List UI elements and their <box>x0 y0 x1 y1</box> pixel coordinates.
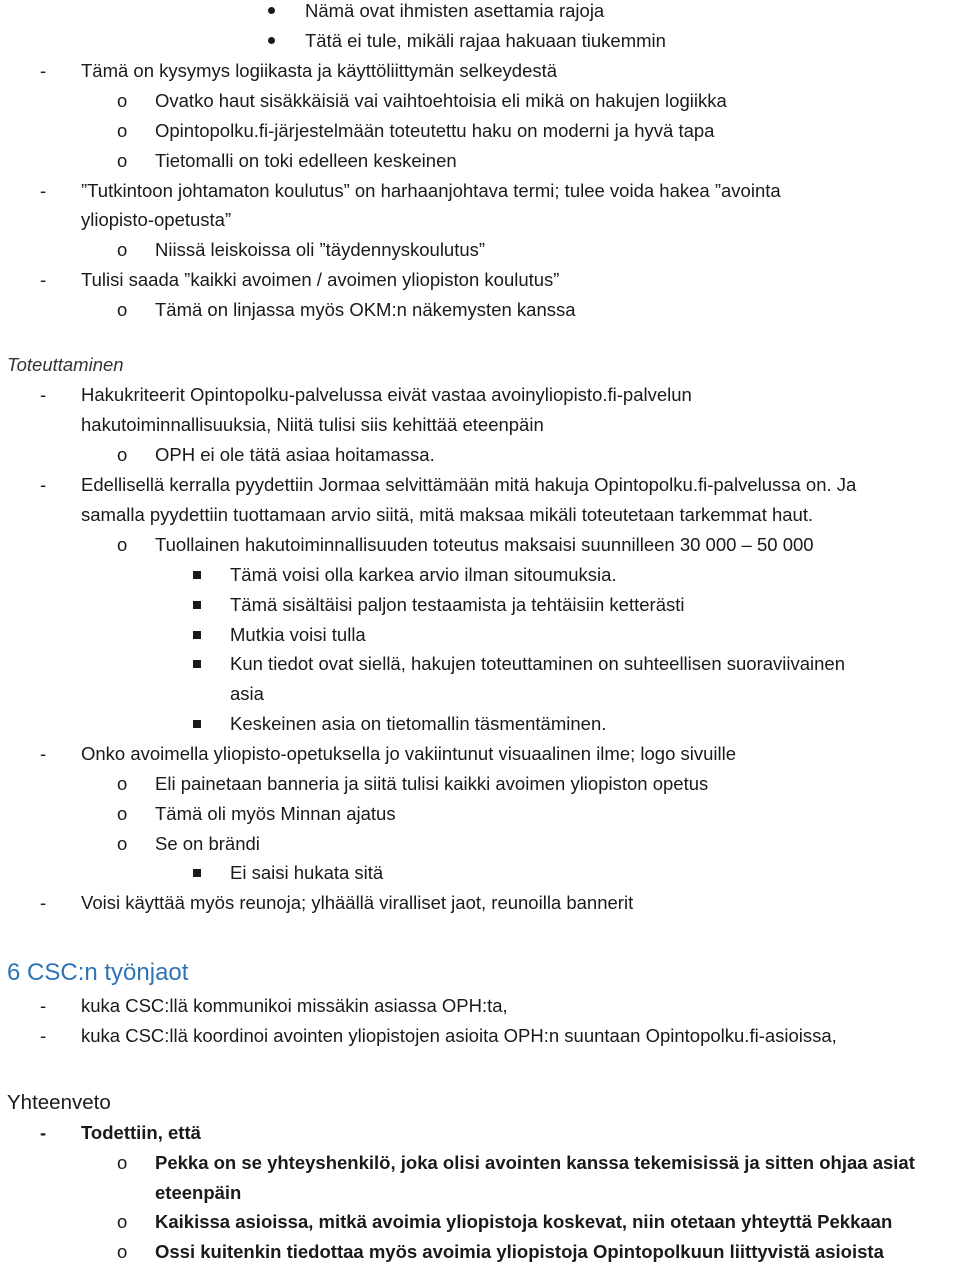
square-bullet-icon <box>193 631 201 639</box>
sub-text: Ossi kuitenkin tiedottaa myös avoimia yliopistoja Opintopolkuun liittyvistä asioista <box>155 1241 884 1262</box>
sub-text: Eli painetaan banneria ja siitä tulisi kaikki avoimen yliopiston opetus <box>155 773 709 794</box>
list-item <box>0 86 960 116</box>
o-marker: o <box>117 803 128 824</box>
sub-text: OPH ei ole tätä asiaa hoitamassa. <box>155 444 435 465</box>
o-marker: o <box>117 1241 128 1262</box>
dash-text: Todettiin, että <box>81 1122 201 1143</box>
sub-text: Kaikissa asioissa, mitkä avoimia yliopistoja koskevat, niin otetaan yhteyttä Pekkaan <box>155 1211 893 1232</box>
list-item <box>0 829 960 859</box>
list-item <box>0 295 960 325</box>
o-marker: o <box>117 534 128 555</box>
subsub-text: Tämä sisältäisi paljon testaamista ja tehtäisiin ketterästi <box>230 594 685 615</box>
dash-marker: - <box>40 1122 47 1143</box>
dash-marker: - <box>40 474 47 495</box>
o-marker: o <box>117 833 128 854</box>
dash-text: kuka CSC:llä kommunikoi missäkin asiassa OPH:ta, <box>81 995 508 1016</box>
list-item-continuation <box>0 679 960 709</box>
subsub-text: Mutkia voisi tulla <box>230 624 366 645</box>
sub-text: Tämä oli myös Minnan ajatus <box>155 803 396 824</box>
dash-marker: - <box>40 1025 47 1046</box>
list-item <box>0 440 960 470</box>
list-item <box>0 265 960 295</box>
list-item <box>0 888 960 918</box>
o-marker: o <box>117 239 128 260</box>
list-item <box>0 470 960 500</box>
dash-text: ”Tutkintoon johtamaton koulutus” on harhaanjohtava termi; tulee voida hakea ”avointa <box>81 180 781 201</box>
dash-marker: - <box>40 180 47 201</box>
dash-text: Hakukriteerit Opintopolku-palvelussa eivät vastaa avoinyliopisto.fi-palvelun <box>81 384 692 405</box>
list-item <box>0 1148 960 1178</box>
list-item <box>0 1237 960 1267</box>
square-bullet-icon <box>193 720 201 728</box>
list-item <box>0 858 960 888</box>
list-item <box>0 1207 960 1237</box>
sub-text: Opintopolku.fi-järjestelmään toteutettu haku on moderni ja hyvä tapa <box>155 120 715 141</box>
o-marker: o <box>117 1211 128 1232</box>
dash-text: Tulisi saada ”kaikki avoimen / avoimen yliopiston koulutus” <box>81 269 560 290</box>
dash-marker: - <box>40 892 47 913</box>
list-item <box>0 1118 960 1148</box>
section-heading <box>0 1088 960 1118</box>
square-bullet-icon <box>193 660 201 668</box>
list-item <box>0 146 960 176</box>
sub-text: Ovatko haut sisäkkäisiä vai vaihtoehtoisia eli mikä on hakujen logiikka <box>155 90 727 111</box>
sub-text: Niissä leiskoissa oli ”täydennyskoulutus” <box>155 239 486 260</box>
sub-text: eteenpäin <box>155 1182 242 1203</box>
sub-text: Tuollainen hakutoiminnallisuuden toteutus maksaisi suunnilleen 30 000 – 50 000 <box>155 534 814 555</box>
list-item-continuation <box>0 500 960 530</box>
o-marker: o <box>117 120 128 141</box>
list-item <box>0 620 960 650</box>
dash-marker: - <box>40 384 47 405</box>
square-bullet-icon <box>193 869 201 877</box>
dash-marker: - <box>40 995 47 1016</box>
list-item <box>0 235 960 265</box>
list-item <box>0 380 960 410</box>
bullet-dot-icon <box>268 7 275 14</box>
list-item <box>0 1021 960 1051</box>
bullet-text: Tätä ei tule, mikäli rajaa hakuaan tiukemmin <box>305 30 666 51</box>
subsub-text: Keskeinen asia on tietomallin täsmentäminen. <box>230 713 607 734</box>
dash-text: hakutoiminnallisuuksia, Niitä tulisi siis kehittää eteenpäin <box>81 414 544 435</box>
heading-text: 6 CSC:n työnjaot <box>7 959 189 986</box>
list-item-continuation <box>0 205 960 235</box>
list-item <box>0 56 960 86</box>
section-heading <box>0 350 960 380</box>
subsub-text: asia <box>230 683 264 704</box>
list-item <box>0 590 960 620</box>
sub-text: Se on brändi <box>155 833 260 854</box>
dash-text: Voisi käyttää myös reunoja; ylhäällä viralliset jaot, reunoilla bannerit <box>81 892 634 913</box>
list-item <box>0 176 960 206</box>
list-item <box>0 799 960 829</box>
list-item <box>0 560 960 590</box>
dash-marker: - <box>40 60 47 81</box>
list-item <box>0 530 960 560</box>
sub-text: Tietomalli on toki edelleen keskeinen <box>155 150 457 171</box>
heading-text: Toteuttaminen <box>7 354 124 375</box>
dash-text: yliopisto-opetusta” <box>81 209 232 230</box>
dash-marker: - <box>40 743 47 764</box>
heading-text: Yhteenveto <box>7 1091 111 1114</box>
subsub-text: Kun tiedot ovat siellä, hakujen toteuttaminen on suhteellisen suoraviivainen <box>230 653 846 674</box>
dash-text: kuka CSC:llä koordinoi avointen yliopistojen asioita OPH:n suuntaan Opintopolku.fi-asioissa, <box>81 1025 837 1046</box>
bullet-text: Nämä ovat ihmisten asettamia rajoja <box>305 0 605 21</box>
o-marker: o <box>117 299 128 320</box>
list-item <box>0 649 960 679</box>
list-item-continuation <box>0 410 960 440</box>
section-heading <box>0 958 960 988</box>
o-marker: o <box>117 773 128 794</box>
o-marker: o <box>117 90 128 111</box>
list-item <box>0 739 960 769</box>
dash-marker: - <box>40 269 47 290</box>
subsub-text: Tämä voisi olla karkea arvio ilman sitoumuksia. <box>230 564 617 585</box>
dash-text: Onko avoimella yliopisto-opetuksella jo vakiintunut visuaalinen ilme; logo sivuille <box>81 743 737 764</box>
sub-text: Tämä on linjassa myös OKM:n näkemysten kanssa <box>155 299 576 320</box>
o-marker: o <box>117 444 128 465</box>
list-item <box>0 709 960 739</box>
o-marker: o <box>117 150 128 171</box>
list-item <box>0 116 960 146</box>
list-item <box>0 991 960 1021</box>
dash-text: samalla pyydettiin tuottamaan arvio siitä, mitä maksaa mikäli toteutetaan tarkemmat haut. <box>81 504 814 525</box>
bullet-dot-icon <box>268 37 275 44</box>
o-marker: o <box>117 1152 128 1173</box>
square-bullet-icon <box>193 601 201 609</box>
list-item-continuation <box>0 1178 960 1208</box>
dash-text: Edellisellä kerralla pyydettiin Jormaa selvittämään mitä hakuja Opintopolku.fi-palvelussa on. Ja <box>81 474 857 495</box>
list-item <box>0 0 960 26</box>
list-item <box>0 769 960 799</box>
list-item <box>0 26 960 56</box>
dash-text: Tämä on kysymys logiikasta ja käyttöliittymän selkeydestä <box>81 60 558 81</box>
subsub-text: Ei saisi hukata sitä <box>230 862 384 883</box>
square-bullet-icon <box>193 571 201 579</box>
sub-text: Pekka on se yhteyshenkilö, joka olisi avointen kanssa tekemisissä ja sitten ohjaa asiat <box>155 1152 915 1173</box>
